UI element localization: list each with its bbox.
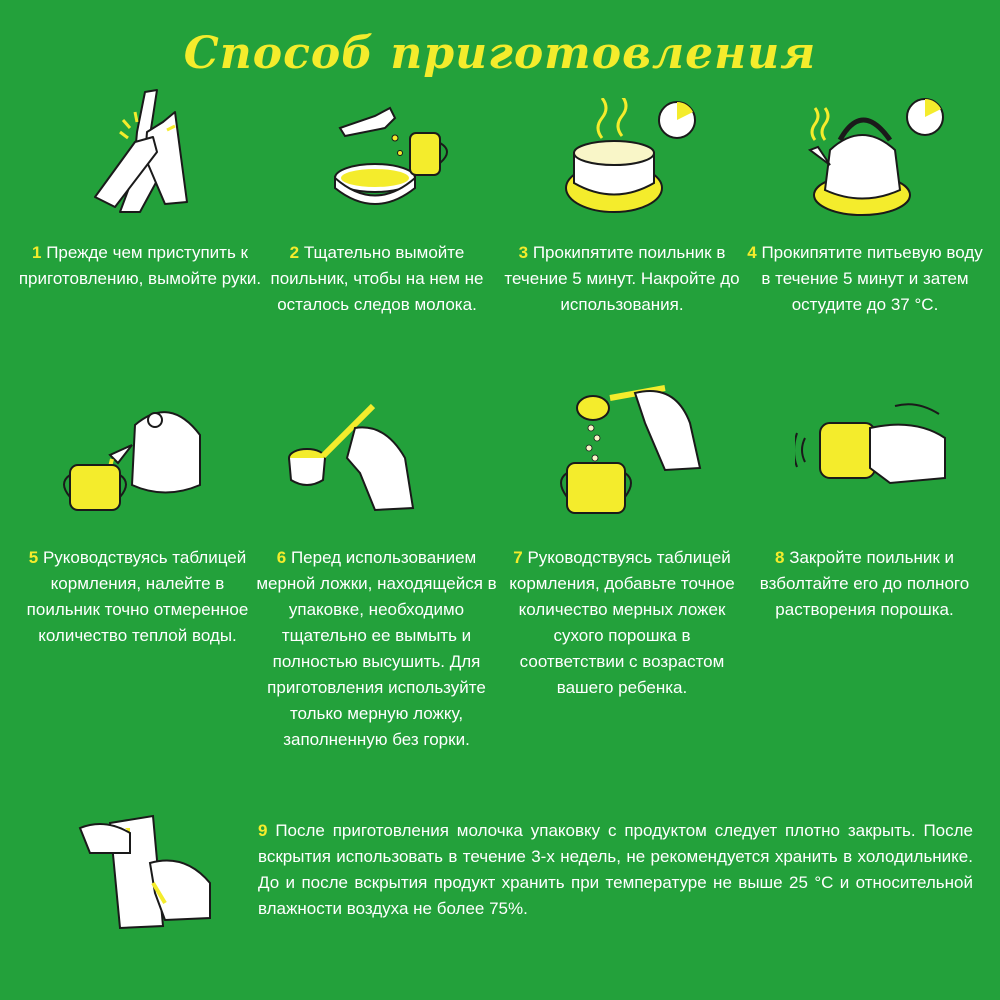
step-description: Прокипятите питьевую воду в течение 5 минут и затем остудите до 37 °С.	[761, 243, 983, 314]
step-description: Закройте поильник и взболтайте его до полного растворения порошка.	[759, 548, 970, 619]
adding-powder-icon	[555, 378, 715, 518]
closing-package-icon	[75, 808, 215, 933]
step-number: 3	[518, 243, 529, 262]
step-9-text	[258, 818, 973, 922]
step-number: 5	[28, 548, 39, 567]
step-5-text	[20, 545, 255, 649]
step-number: 1	[32, 243, 42, 262]
step-description: Прежде чем приступить к приготовлению, вымойте руки.	[18, 243, 262, 288]
step-6-text	[254, 545, 499, 753]
washing-cup-icon	[330, 88, 460, 218]
step-3-text	[503, 240, 741, 318]
step-number: 8	[774, 548, 785, 567]
step-description: После приготовления молочка упаковку с продуктом следует плотно закрыть. После вскрытия использовать в течение 3-х недель, не рекомендуется хранить в холодильнике. До и после вскрытия продукт хранить при температуре не выше 25 °С и относительной влажности воздуха не более 75%.	[258, 821, 973, 918]
page-title: Способ приготовления	[183, 28, 817, 79]
kettle-timer-icon	[800, 95, 950, 220]
shaking-cup-icon	[795, 398, 955, 508]
pouring-water-icon	[60, 395, 210, 515]
step-number: 7	[513, 548, 523, 567]
step-description: Руководствуясь таблицей кормления, добавьте точное количество мерных ложек сухого порошка в соответствии с возрастом вашего ребенка.	[509, 548, 735, 697]
step-7-text	[503, 545, 741, 701]
washing-hands-icon	[75, 82, 215, 222]
step-number: 2	[289, 243, 300, 262]
step-number: 9	[258, 821, 268, 840]
step-description: Руководствуясь таблицей кормления, налейте в поильник точно отмеренное количество теплой воды.	[26, 548, 249, 645]
step-8-text	[752, 545, 977, 623]
step-description: Тщательно вымойте поильник, чтобы на нем не осталось следов молока.	[270, 243, 484, 314]
measuring-spoon-icon	[285, 398, 425, 513]
boiling-pot-icon	[562, 98, 697, 223]
step-description: Прокипятите поильник в течение 5 минут. Накройте до использования.	[504, 243, 740, 314]
step-description: Перед использованием мерной ложки, находящейся в упаковке, необходимо тщательно ее вымыть и полностью высушить. Для приготовления используйте только мерную ложку, заполненную без горки.	[256, 548, 497, 749]
step-number: 6	[276, 548, 287, 567]
step-1-text	[15, 240, 265, 292]
step-4-text	[745, 240, 985, 318]
step-2-text	[262, 240, 492, 318]
step-number: 4	[747, 243, 757, 262]
